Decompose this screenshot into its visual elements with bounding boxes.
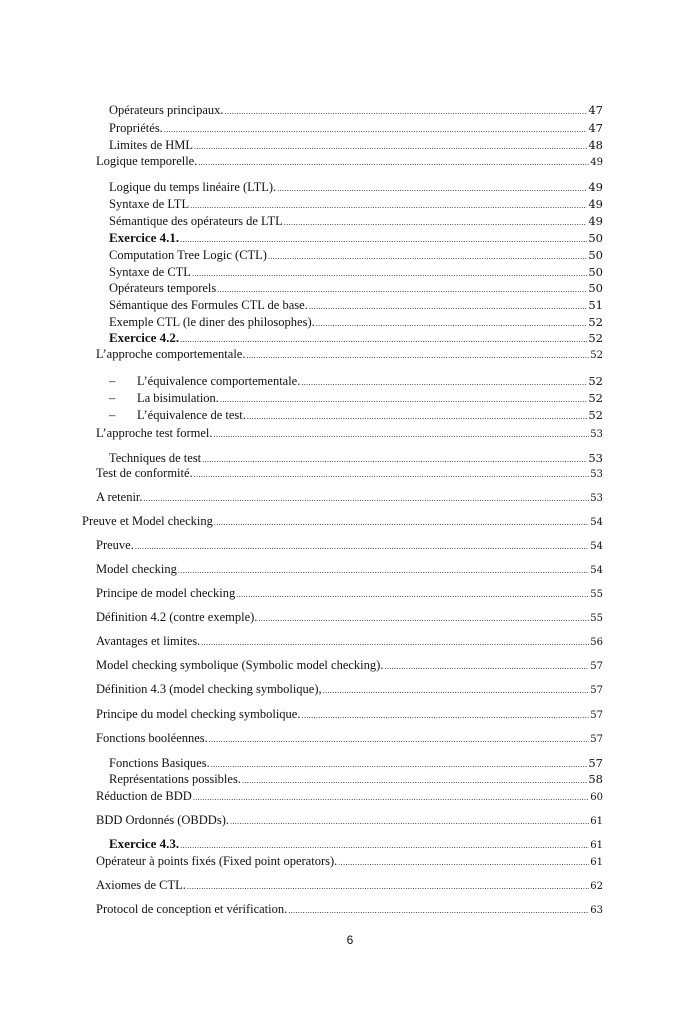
toc-entry-page: 50 (588, 265, 603, 279)
toc-entry-page: 57 (588, 756, 603, 770)
dot-leader (246, 347, 589, 365)
toc-entry-page: 53 (590, 429, 603, 440)
dot-leader (187, 878, 589, 896)
toc-entry-page: 52 (588, 408, 603, 422)
toc-entry-label: Exercice 4.1. (109, 230, 180, 245)
toc-entry-page: 54 (590, 565, 603, 576)
toc-entry-page: 48 (588, 138, 603, 152)
toc-entry (109, 372, 603, 390)
dot-leader (288, 902, 589, 920)
toc-entry (109, 229, 603, 247)
toc-entry (109, 296, 603, 314)
toc-entry-label: Définition 4.3 (model checking symbolique), (96, 682, 322, 696)
dot-leader (236, 586, 589, 604)
toc-entry-label: Définition 4.2 (contre exemple). (96, 610, 258, 624)
toc-entry (96, 424, 603, 442)
toc-entry (96, 536, 603, 554)
toc-entry-page: 61 (590, 857, 603, 868)
toc-entry (109, 119, 603, 137)
toc-entry-page: 56 (590, 637, 603, 648)
dot-leader (178, 562, 589, 580)
toc-entry-label: Sémantique des Formules CTL de base. (109, 298, 308, 312)
bullet-dash: – (109, 374, 116, 388)
toc-entry-label: L’équivalence comportementale. (137, 374, 301, 388)
toc-entry-label: Opérateurs temporels (109, 281, 217, 295)
toc-entry-label: A retenir. (96, 490, 143, 504)
toc-entry (109, 101, 603, 119)
toc-entry (96, 705, 603, 723)
toc-entry-label: Réduction de BDD (96, 789, 192, 803)
toc-entry (96, 811, 603, 829)
toc-entry-label: Logique du temps linéaire (LTL). (109, 180, 277, 194)
toc-entry (109, 835, 603, 853)
toc-entry-page: 57 (590, 710, 603, 721)
toc-entry-label: Protocol de conception et vérification. (96, 902, 288, 916)
toc-entry-page: 61 (590, 840, 603, 851)
toc-entry (96, 345, 603, 363)
bullet-dash: – (109, 391, 116, 405)
dot-leader (135, 538, 589, 556)
dot-leader (338, 854, 589, 872)
dot-leader (323, 682, 590, 700)
toc-entry-page: 53 (590, 493, 603, 504)
toc-entry (96, 656, 603, 674)
toc-entry-page: 52 (588, 374, 603, 388)
toc-entry-page: 47 (588, 103, 603, 117)
toc-entry-label: L’équivalence de test. (137, 408, 246, 422)
toc-entry (96, 787, 603, 805)
toc-entry (96, 464, 603, 482)
bullet-dash: – (109, 408, 116, 422)
toc-entry-page: 55 (590, 589, 603, 600)
toc-entry-page: 51 (588, 298, 603, 312)
toc-entry-page: 57 (590, 661, 603, 672)
toc-entry-label: Syntaxe de LTL (109, 197, 190, 211)
toc-entry-label: Principe de model checking (96, 586, 236, 600)
toc-entry-page: 58 (588, 772, 603, 786)
toc-entry-page: 49 (590, 157, 603, 168)
toc-entry-page: 49 (588, 214, 603, 228)
toc-entry-page: 49 (588, 180, 603, 194)
toc-entry-label: La bisimulation. (137, 391, 219, 405)
toc-entry (96, 584, 603, 602)
toc-entry (96, 560, 603, 578)
toc-entry-label: L’approche comportementale. (96, 347, 246, 361)
toc-entry-label: L’approche test formel. (96, 426, 213, 440)
dot-leader (193, 789, 589, 807)
dot-leader (144, 490, 590, 508)
dot-leader (214, 426, 590, 444)
dot-leader (230, 813, 589, 831)
toc-entry-page: 54 (590, 517, 603, 528)
toc-entry-label: Limites de HML (109, 138, 194, 152)
toc-entry (109, 770, 603, 788)
toc-entry-page: 53 (590, 469, 603, 480)
toc-entry (96, 900, 603, 918)
toc-entry (96, 632, 603, 650)
toc-entry (109, 279, 603, 297)
toc-entry-label: Fonctions Basiques. (109, 756, 210, 770)
toc-entry-page: 54 (590, 541, 603, 552)
dot-leader (214, 514, 589, 532)
toc-entry-label: Fonctions booléennes. (96, 731, 208, 745)
toc-entry (96, 876, 603, 894)
toc-entry-page: 57 (590, 685, 603, 696)
toc-entry-page: 52 (588, 315, 603, 329)
dot-leader (301, 707, 589, 725)
dot-leader (201, 634, 589, 652)
toc-entry-label: Propriétés. (109, 121, 163, 135)
toc-entry-page: 63 (590, 905, 603, 916)
toc-entry-page: 50 (588, 231, 603, 245)
toc-entry-label: Avantages et limites. (96, 634, 201, 648)
toc-entry-label: Computation Tree Logic (CTL) (109, 248, 267, 262)
toc-entry-label: Preuve et Model checking (82, 514, 213, 528)
toc-entry-page: 52 (588, 391, 603, 405)
toc-entry-page: 60 (590, 792, 603, 803)
toc-entry-page: 62 (590, 881, 603, 892)
toc-entry (109, 406, 603, 424)
toc-entry (96, 852, 603, 870)
toc-entry (109, 246, 603, 264)
toc-entry-label: Logique temporelle. (96, 154, 198, 168)
toc-entry-label: Model checking symbolique (Symbolic model checking). (96, 658, 384, 672)
toc-entry-label: Techniques de test (109, 451, 202, 465)
dot-leader (258, 610, 589, 628)
toc-entry-label: Sémantique des opérateurs de LTL (109, 214, 283, 228)
toc-entry (96, 729, 603, 747)
toc-entry-label: Axiomes de CTL. (96, 878, 186, 892)
toc-entry-label: Model checking (96, 562, 177, 576)
toc-entry-label: Test de conformité. (96, 466, 193, 480)
toc-entry-page: 55 (590, 613, 603, 624)
toc-entry (96, 680, 603, 698)
toc-entry (82, 512, 603, 530)
toc-entry-label: Représentations possibles. (109, 772, 241, 786)
dot-leader (198, 154, 589, 172)
toc-entry (109, 178, 603, 196)
toc-entry-label: Opérateurs principaux. (109, 103, 224, 117)
toc-entry-label: Preuve. (96, 538, 134, 552)
toc-entry-page: 50 (588, 248, 603, 262)
toc-entry-label: Opérateur à points fixés (Fixed point operators). (96, 854, 338, 868)
toc-entry-page: 50 (588, 281, 603, 295)
toc-entry-page: 61 (590, 816, 603, 827)
toc-entry (96, 488, 603, 506)
toc-entry-page: 52 (590, 350, 603, 361)
toc-entry-label: Exercice 4.2. (109, 330, 180, 345)
toc-entry (96, 152, 603, 170)
toc-entry (109, 389, 603, 407)
toc-entry-label: Exercice 4.3. (109, 836, 180, 851)
toc-entry (96, 608, 603, 626)
toc-entry-page: 47 (588, 121, 603, 135)
toc-entry-page: 57 (590, 734, 603, 745)
toc-entry-label: Exemple CTL (le diner des philosophes). (109, 315, 315, 329)
dot-leader (384, 658, 589, 676)
toc-entry-page: 53 (588, 451, 603, 465)
dot-leader (209, 731, 589, 749)
toc-entry-page: 52 (588, 331, 603, 345)
toc-entry-page: 49 (588, 197, 603, 211)
toc-entry-label: BDD Ordonnés (OBDDs). (96, 813, 229, 827)
dot-leader (194, 466, 590, 484)
toc-entry (109, 195, 603, 213)
toc-entry-label: Syntaxe de CTL (109, 265, 191, 279)
toc-entry-label: Principe du model checking symbolique. (96, 707, 301, 721)
page-number: 6 (346, 933, 354, 947)
toc-entry (109, 212, 603, 230)
